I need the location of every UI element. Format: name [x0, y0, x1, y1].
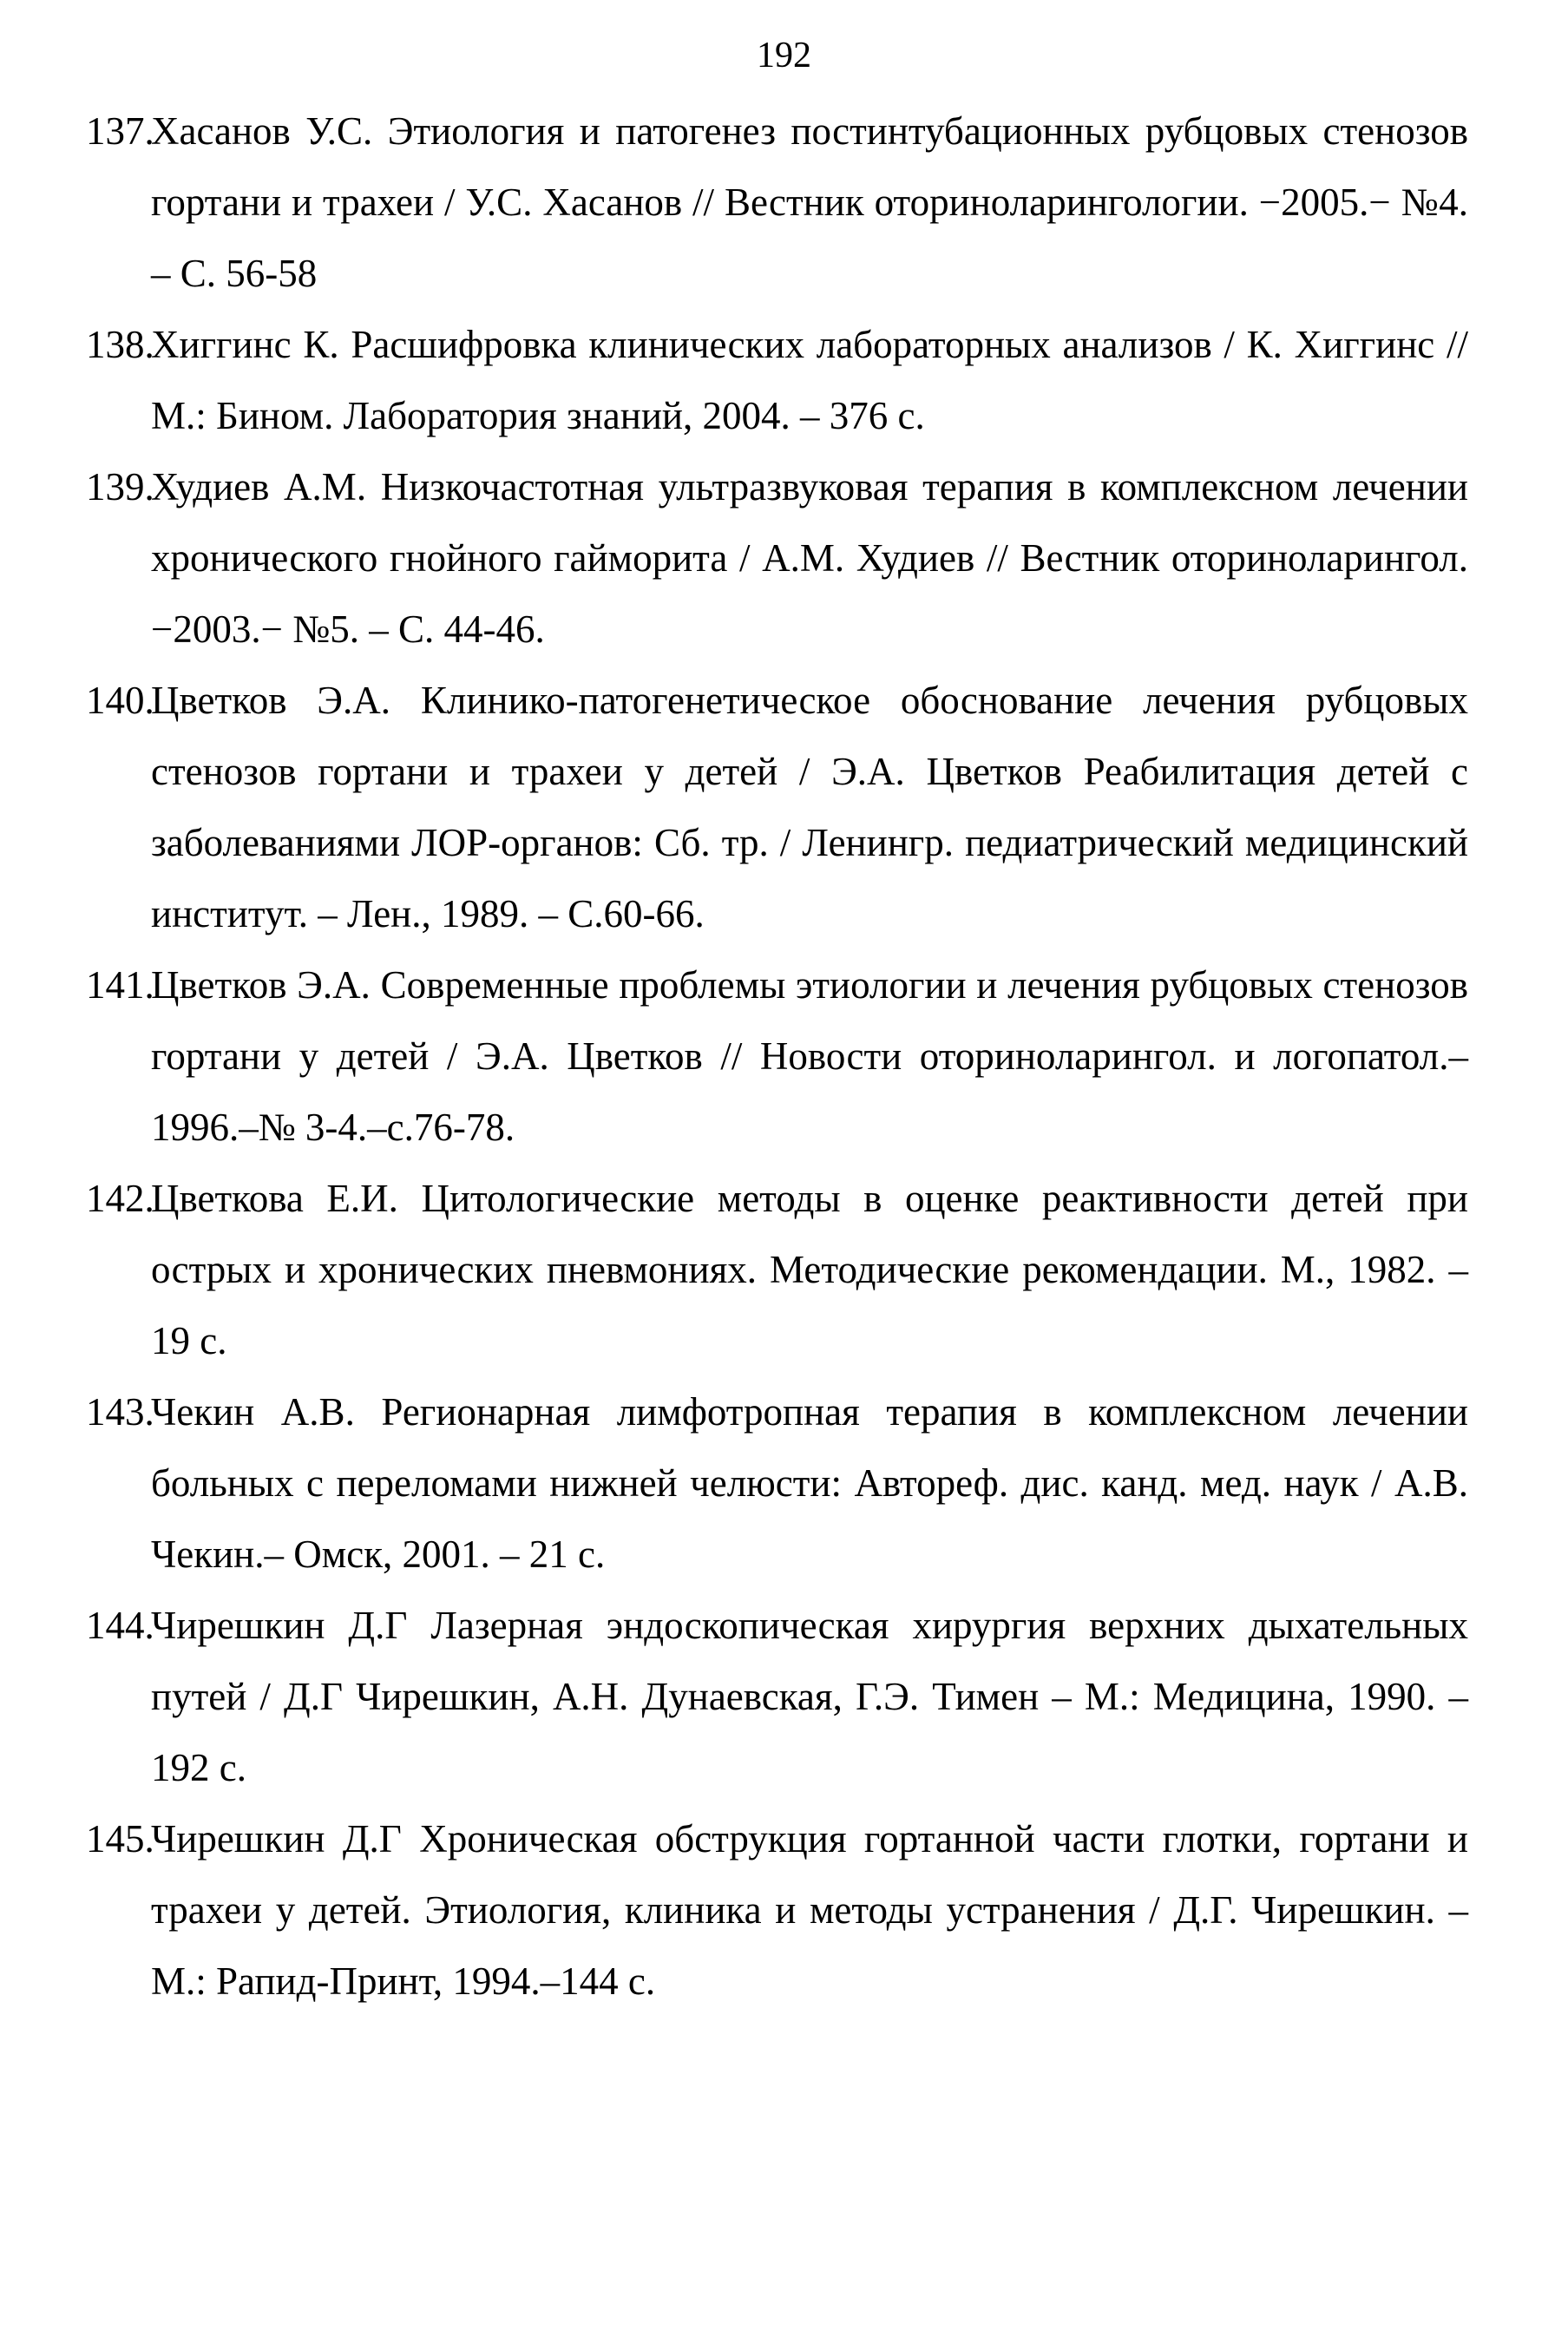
reference-item-144	[86, 1590, 1468, 1803]
reference-item-139	[86, 451, 1468, 665]
reference-number: 137.	[86, 109, 154, 153]
reference-number: 143.	[86, 1390, 154, 1434]
reference-text: Чирешкин Д.Г Хроническая обструкция гортанной части глотки, гортани и трахеи у детей. Этиология, клиника и методы устранения / Д.Г. Чирешкин. – М.: Рапид-Принт, 1994.–144 с.	[151, 1817, 1468, 2003]
reference-text: Чирешкин Д.Г Лазерная эндоскопическая хирургия верхних дыхательных путей / Д.Г Чирешкин, А.Н. Дунаевская, Г.Э. Тимен – М.: Медицина, 1990. – 192 с.	[151, 1604, 1468, 1789]
reference-item-137	[86, 95, 1468, 309]
reference-text: Хиггинс К. Расшифровка клинических лабораторных анализов / К. Хиггинс // М.: Бином. Лаборатория знаний, 2004. – 376 с.	[151, 323, 1468, 437]
reference-text: Чекин А.В. Регионарная лимфотропная терапия в комплексном лечении больных с переломами нижней челюсти: Автореф. дис. канд. мед. наук / А.В. Чекин.– Омск, 2001. – 21 с.	[151, 1390, 1468, 1576]
reference-number: 142.	[86, 1177, 154, 1220]
reference-number: 141.	[86, 963, 154, 1007]
reference-item-141	[86, 949, 1468, 1163]
reference-text: Хасанов У.С. Этиология и патогенез постинтубационных рубцовых стенозов гортани и трахеи / У.С. Хасанов // Вестник оториноларингологии. −2005.− №4. – С. 56-58	[151, 109, 1468, 295]
reference-number: 139.	[86, 465, 154, 509]
reference-list	[86, 95, 1468, 2017]
reference-text: Худиев А.М. Низкочастотная ультразвуковая терапия в комплексном лечении хронического гнойного гайморита / А.М. Худиев // Вестник оториноларингол. −2003.− №5. – С. 44-46.	[151, 465, 1468, 651]
reference-number: 138.	[86, 323, 154, 366]
reference-item-140	[86, 665, 1468, 949]
reference-item-138	[86, 309, 1468, 451]
reference-item-145	[86, 1803, 1468, 2017]
reference-number: 145.	[86, 1817, 154, 1861]
reference-text: Цветкова Е.И. Цитологические методы в оценке реактивности детей при острых и хронических пневмониях. Методические рекомендации. М., 1982. – 19 с.	[151, 1177, 1468, 1362]
page-number: 192	[757, 36, 811, 75]
reference-item-142	[86, 1163, 1468, 1376]
reference-text: Цветков Э.А. Клинико-патогенетическое обоснование лечения рубцовых стенозов гортани и трахеи у детей / Э.А. Цветков Реабилитация детей с заболеваниями ЛОР-органов: Сб. тр. / Ленингр. педиатрический медицинский институт. – Лен., 1989. – С.60-66.	[151, 679, 1468, 935]
reference-item-143	[86, 1376, 1468, 1590]
reference-number: 144.	[86, 1604, 154, 1647]
reference-number: 140.	[86, 679, 154, 722]
reference-text: Цветков Э.А. Современные проблемы этиологии и лечения рубцовых стенозов гортани у детей / Э.А. Цветков // Новости оториноларингол. и логопатол.–1996.–№ 3-4.–с.76-78.	[151, 963, 1468, 1149]
